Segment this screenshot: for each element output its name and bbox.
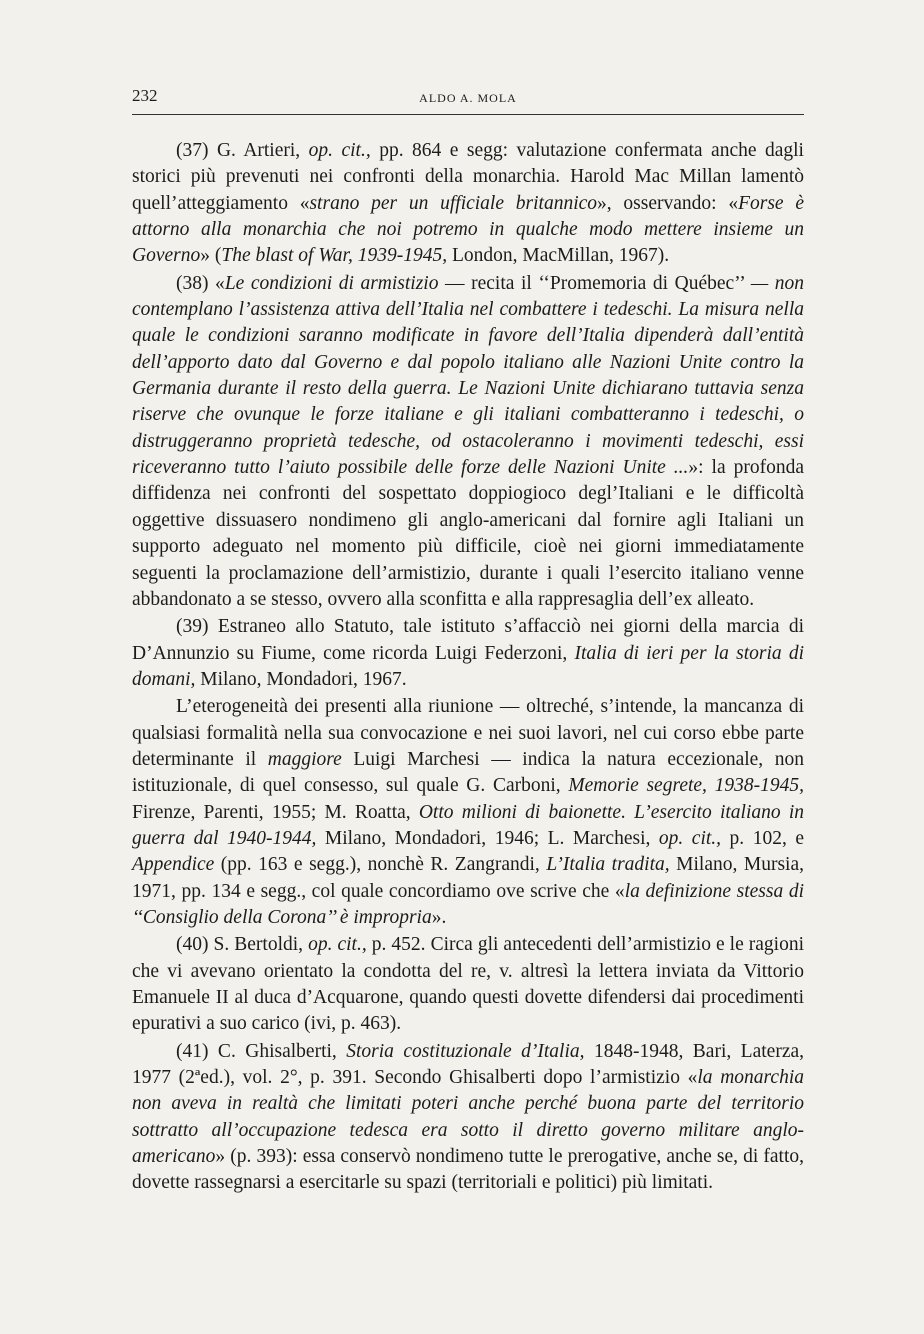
text-run: Milano, Mursia, 1971, pp. 134 e segg., col quale concordiamo ove scrive che « xyxy=(132,854,804,902)
italic-run: Otto milioni di baionette. L’esercito italiano in guerra dal 1940-1944, xyxy=(132,801,804,849)
italic-run: op. cit., xyxy=(308,934,367,956)
italic-run: op. cit., xyxy=(658,827,722,849)
text-run: L’eterogeneità dei presenti alla riunione — oltreché, s’intende, la mancanza di qualsiasi formalità nella sua convocazione e nei suoi lavori, nel cui corso ebbe parte determinante il xyxy=(132,696,804,770)
text-run: (38) « xyxy=(176,272,225,294)
text-run: Firenze, Parenti, 1955; M. Roatta, xyxy=(132,801,419,823)
text-run: », osservando: « xyxy=(597,192,739,214)
footnote-39 xyxy=(132,614,804,693)
text-run: Milano, Mondadori, 1946; L. Marchesi, xyxy=(316,827,659,849)
italic-run: L’Italia tradita, xyxy=(546,854,670,876)
italic-run: strano per un ufficiale britannico xyxy=(309,192,598,214)
running-head: ALDO A. MOLA xyxy=(419,91,517,105)
text-run: London, MacMillan, 1967). xyxy=(447,245,670,267)
page-header xyxy=(132,84,804,115)
italic-run: op. cit., xyxy=(308,140,371,161)
footnote-38 xyxy=(132,271,804,613)
italic-run: Memorie segrete, 1938-1945, xyxy=(568,775,804,797)
text-run: » ( xyxy=(200,245,222,267)
text-run: — recita il ‘‘Promemoria di Québec’’ xyxy=(438,272,751,294)
text-run: (41) C. Ghisalberti, xyxy=(176,1040,347,1062)
footnotes-body xyxy=(132,138,804,1197)
page-number: 232 xyxy=(132,86,158,105)
footnote-40 xyxy=(132,932,804,1037)
footnote-41 xyxy=(132,1039,804,1197)
italic-run: Appendice xyxy=(132,854,215,876)
text-run: Luigi Marchesi — indica la natura eccezionale, non istituzionale, di quel consesso, sul quale G. Carboni, xyxy=(132,748,804,797)
italic-run: Italia di ieri per la storia di domani, xyxy=(132,642,804,690)
italic-run: Forse è attorno alla monarchia che noi potremo in qualche modo mettere insieme un Governo xyxy=(132,192,804,267)
italic-run: la definizione stessa di ‘‘Consiglio della Corona’’ è impropria xyxy=(132,880,804,928)
text-run: (39) Estraneo allo Statuto, tale istituto s’affacciò nei giorni della marcia di D’Annunzio su Fiume, come ricorda Luigi Federzoni, xyxy=(132,616,804,664)
text-run: 1848-1948, Bari, Laterza, 1977 (2ªed.), vol. 2°, p. 391. Secondo Ghisalberti dopo l’armistizio « xyxy=(132,1040,804,1089)
footnote-39-continuation xyxy=(132,694,804,931)
footnote-37 xyxy=(132,138,804,270)
italic-run: Le condizioni di armistizio xyxy=(224,272,439,294)
italic-run: la monarchia non aveva in realtà che limitati poteri anche perché buona parte del territorio sottratto all’occupazione tedesca era sotto il diretto governo militare anglo-americano xyxy=(132,1067,804,1168)
italic-run: maggiore xyxy=(267,748,342,770)
text-run: (37) G. Artieri, xyxy=(176,140,309,161)
text-run: (pp. 163 e segg.), nonchè R. Zangrandi, xyxy=(214,854,547,876)
text-run: » (p. 393): essa conservò nondimeno tutte le prerogative, anche se, di fatto, dovette rassegnarsi a esercitarle su spazi (territoriali e politici) più limitati. xyxy=(132,1146,804,1194)
text-run: ». xyxy=(431,906,447,928)
text-run: p. 452. Circa gli antecedenti dell’armistizio e le ragioni che vi avevano orientato la condotta del re, v. altresì la lettera inviata da Vittorio Emanuele II al duca d’Acquarone, quando questi dovette difendersi dai procedimenti epurativi a suo carico (ivi, p. 463). xyxy=(132,934,804,1035)
text-run: pp. 864 e segg: valutazione confermata anche dagli storici più prevenuti nei confronti della monarchia. Harold Mac Millan lamentò quell’atteggiamento « xyxy=(132,140,804,214)
text-run: (40) S. Bertoldi, xyxy=(176,934,309,956)
text-run: »: la profonda diffidenza nei confronti del sospettato doppiogioco degl’Italiani e le difficoltà oggettive dissuasero nondimeno gli anglo-americani dal fornire agli Italiani un supporto adeguato nel momento più difficile, cioè nei giorni immediatamente seguenti la proclamazione dell’armistizio, durante i quali l’esercito italiano venne abbandonato a se stesso, ovvero alla sconfitta e alla rappresaglia dell’ex alleato. xyxy=(132,457,804,610)
italic-run: Storia costituzionale d’Italia, xyxy=(346,1040,585,1062)
italic-run: The blast of War, 1939-1945, xyxy=(221,245,448,267)
italic-run: — non contemplano l’assistenza attiva dell’Italia nel combattere i tedeschi. La misura nella quale le condizioni saranno modificate in favore dell’Italia dipenderà dall’entità dell’apporto dato dal Governo e dal popolo italiano alle Nazioni Unite contro la Germania durante il resto della guerra. Le Nazioni Unite dichiarano tuttavia senza riserve che ovunque le forze italiane e gli italiani combatteranno i tedeschi, o distruggeranno proprietà tedesche, od ostacoleranno i movimenti tedeschi, essi riceveranno tutto l’aiuto possibile delle forze delle Nazioni Unite ... xyxy=(132,272,805,479)
text-run: p. 102, e xyxy=(721,827,804,849)
text-run: Milano, Mondadori, 1967. xyxy=(195,668,407,690)
